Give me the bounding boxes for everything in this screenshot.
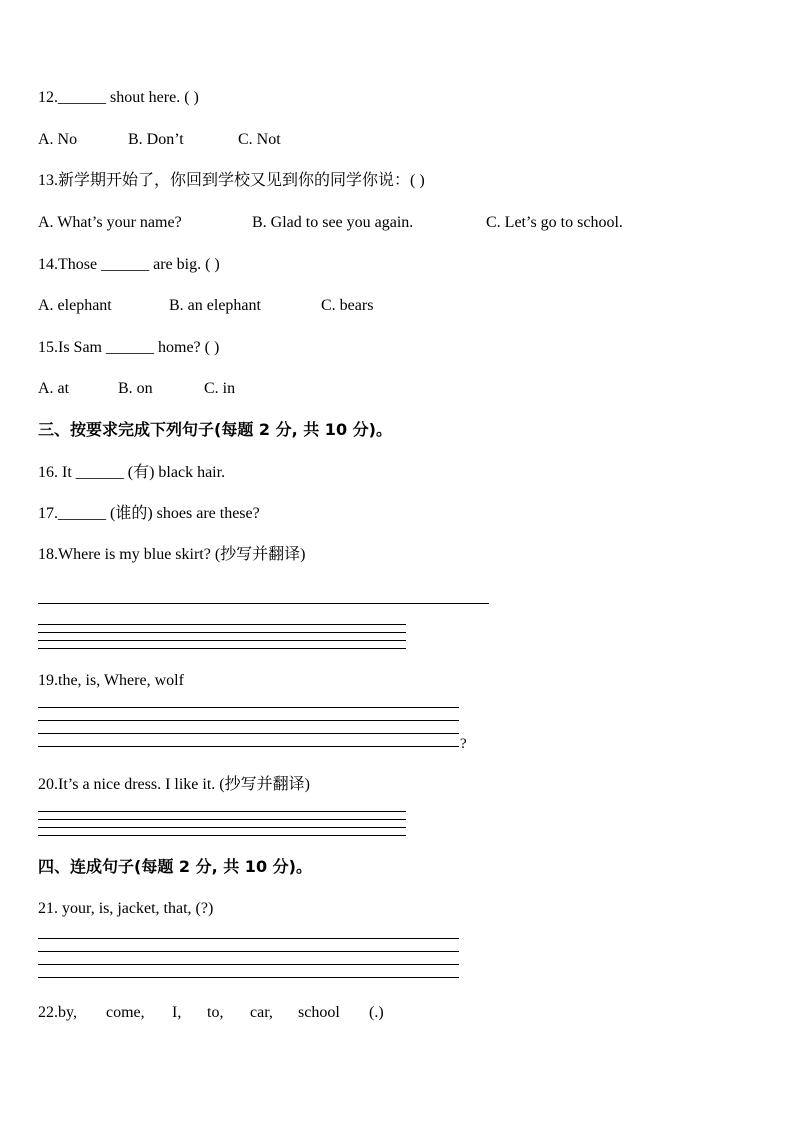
question-21: 21. your, is, jacket, that, (?) xyxy=(38,900,214,917)
option-a: A. elephant xyxy=(38,297,112,314)
question-17: 17.______ (谁的) shoes are these? xyxy=(38,505,260,522)
answer-line[interactable] xyxy=(38,603,489,604)
option-a: A. at xyxy=(38,380,70,397)
word: car, xyxy=(250,1004,273,1021)
question-20: 20.It’s a nice dress. I like it. (抄写并翻译) xyxy=(38,776,310,793)
question-14-options xyxy=(38,296,373,316)
option-b: B. Glad to see you again. xyxy=(252,214,414,231)
question-15-options xyxy=(38,379,235,399)
question-18: 18.Where is my blue skirt? (抄写并翻译) xyxy=(38,546,306,563)
answer-line[interactable] xyxy=(38,632,406,633)
question-16: 16. It ______ (有) black hair. xyxy=(38,464,226,481)
word: I, xyxy=(172,1004,182,1021)
question-13-prompt: 13.新学期开始了，你回到学校又见到你的同学你说：( ) xyxy=(38,172,425,189)
answer-line[interactable] xyxy=(38,964,459,965)
answer-line[interactable] xyxy=(38,746,459,747)
word: (.) xyxy=(369,1004,384,1021)
question-15-prompt: 15.Is Sam ______ home? ( ) xyxy=(38,339,220,356)
option-c: C. Not xyxy=(238,131,281,148)
answer-line[interactable] xyxy=(38,648,406,649)
answer-line[interactable] xyxy=(38,624,406,625)
question-mark: ? xyxy=(460,736,467,752)
answer-line[interactable] xyxy=(38,977,459,978)
answer-line[interactable] xyxy=(38,827,406,828)
word: 22.by, xyxy=(38,1004,77,1021)
option-b: B. an elephant xyxy=(169,297,261,314)
question-13-options xyxy=(38,213,623,233)
word: come, xyxy=(106,1004,145,1021)
option-a: A. What’s your name? xyxy=(38,214,182,231)
option-c: C. bears xyxy=(321,297,374,314)
answer-line[interactable] xyxy=(38,811,406,812)
answer-line[interactable] xyxy=(38,733,459,734)
word: school xyxy=(298,1004,340,1021)
question-12-prompt: 12.______ shout here. ( ) xyxy=(38,89,199,106)
option-c: C. Let’s go to school. xyxy=(486,214,623,231)
answer-line[interactable] xyxy=(38,835,406,836)
question-19: 19.the, is, Where, wolf xyxy=(38,672,184,689)
option-b: B. on xyxy=(118,380,153,397)
answer-line[interactable] xyxy=(38,720,459,721)
option-b: B. Don’t xyxy=(128,131,184,148)
answer-line[interactable] xyxy=(38,938,459,939)
section-4-heading: 四、连成句子(每题 2 分, 共 10 分)。 xyxy=(38,857,312,876)
option-a: A. No xyxy=(38,131,78,148)
answer-line[interactable] xyxy=(38,640,406,641)
answer-line[interactable] xyxy=(38,819,406,820)
question-14-prompt: 14.Those ______ are big. ( ) xyxy=(38,256,220,273)
section-3-heading: 三、按要求完成下列句子(每题 2 分, 共 10 分)。 xyxy=(38,420,392,439)
question-12-options xyxy=(38,130,281,150)
word: to, xyxy=(207,1004,224,1021)
question-22 xyxy=(38,1003,384,1023)
answer-line[interactable] xyxy=(38,707,459,708)
option-c: C. in xyxy=(204,380,236,397)
answer-line[interactable] xyxy=(38,951,459,952)
